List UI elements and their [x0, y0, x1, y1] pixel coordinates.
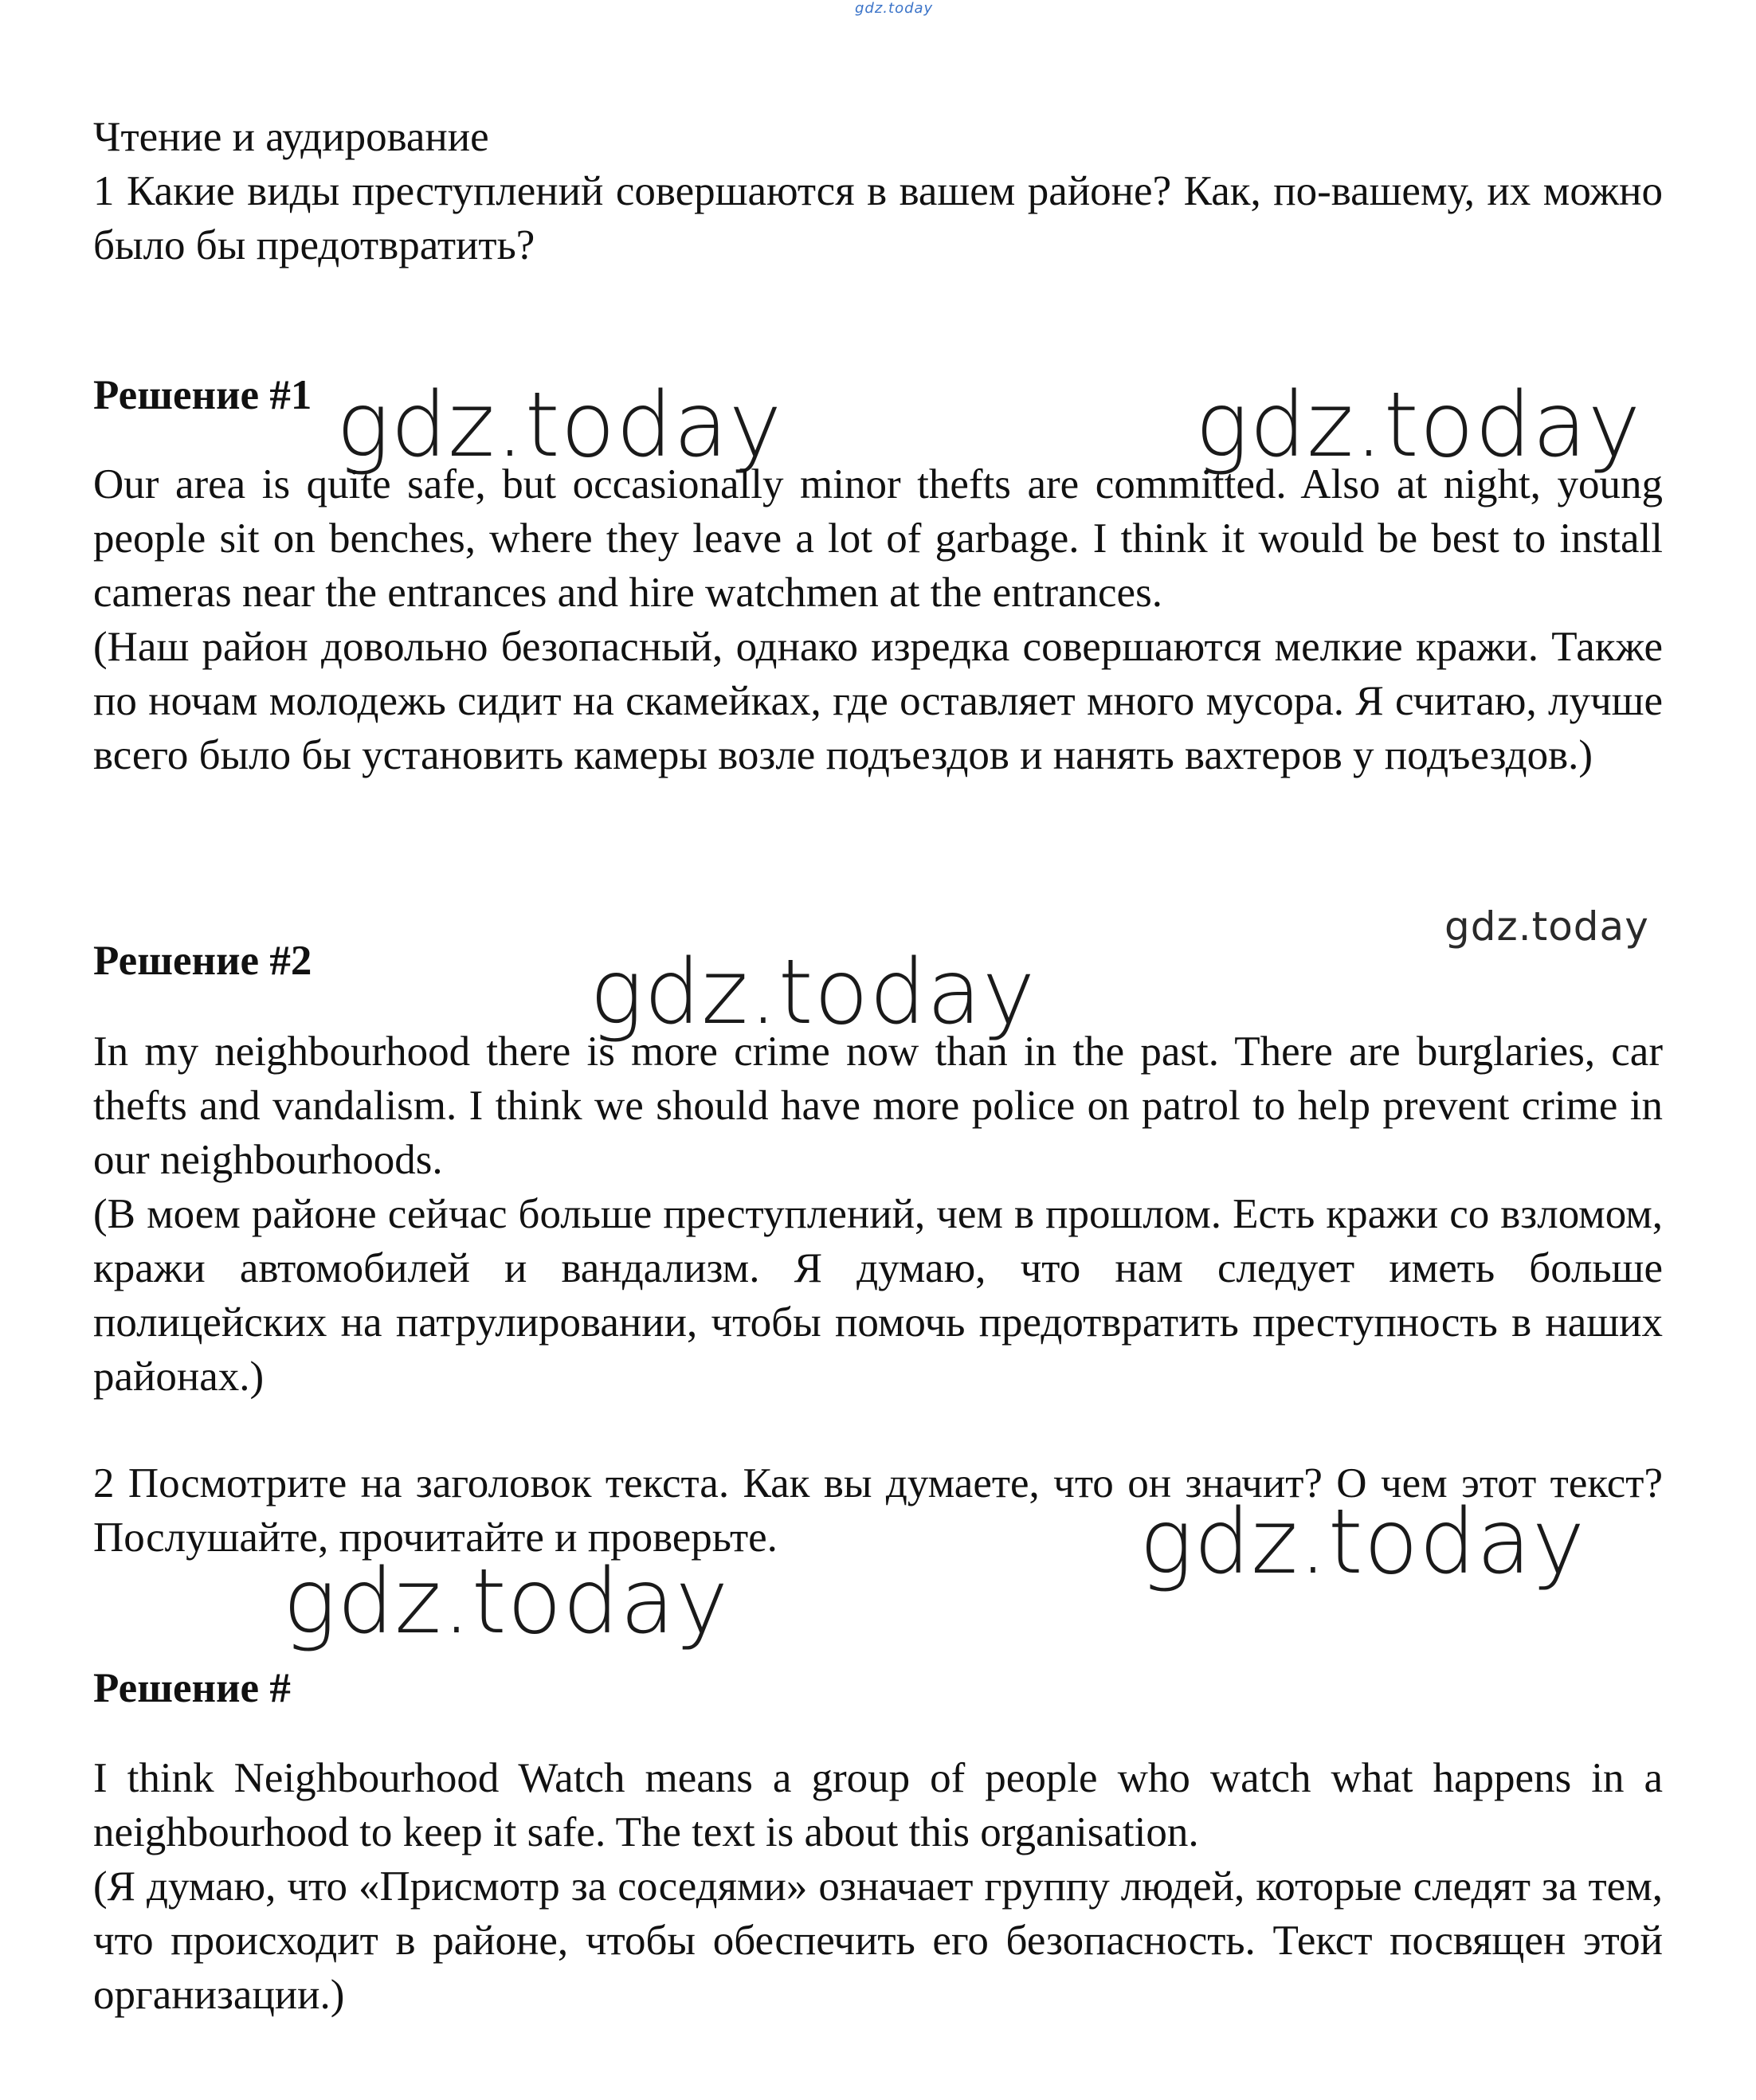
watermark-4: gdz.today [590, 941, 1037, 1044]
watermark-6: gdz.today [283, 1550, 730, 1654]
task1-question [93, 164, 1663, 272]
task2-solution-body [93, 1751, 1663, 2022]
watermark-top: gdz.today [855, 0, 934, 17]
task2-question-text: 2 Посмотрите на заголовок текста. Как вы думаете, что он значит? О чем этот текст? Послушайте, прочитайте и проверьте. [93, 1460, 1663, 1561]
section-title: Чтение и аудирование [93, 114, 489, 160]
watermark-3: gdz.today [1444, 903, 1649, 950]
watermark-5: gdz.today [1139, 1491, 1586, 1594]
solution1-russian: (Наш район довольно безопасный, однако изредка совершаются мелкие кражи. Также по ночам молодежь сидит на скамейках, где оставляет много мусора. Я считаю, лучше всего было бы установить камеры возле подъездов и нанять вахтеров у подъездов.) [93, 624, 1663, 778]
solution2-english: In my neighbourhood there is more crime now than in the past. There are burglaries, car thefts and vandalism. I think we should have more police on patrol to help prevent crime in our neighbourhoods. [93, 1028, 1663, 1183]
watermark-2: gdz.today [1195, 374, 1642, 477]
solution1-heading: Решение #1 [93, 372, 312, 418]
task2-solution-english: I think Neighbourhood Watch means a group of people who watch what happens in a neighbourhood to keep it safe. The text is about this organisation. [93, 1755, 1663, 1855]
solution1-english: Our area is quite safe, but occasionally minor thefts are committed. Also at night, young people sit on benches, where they leave a lot of garbage. I think it would be best to install cameras near the entrances and hire watchmen at the entrances. [93, 461, 1663, 616]
solution2-russian: (В моем районе сейчас больше преступлений, чем в прошлом. Есть кражи со взломом, кражи автомобилей и вандализм. Я думаю, что нам следует иметь больше полицейских на патрулировании, чтобы помочь предотвратить преступность в наших районах.) [93, 1191, 1663, 1400]
watermark-1: gdz.today [336, 374, 783, 477]
task2-solution-russian: (Я думаю, что «Присмотр за соседями» означает группу людей, которые следят за тем, что происходит в районе, чтобы обеспечить его безопасность. Текст посвящен этой организации.) [93, 1863, 1663, 2018]
task1-question-text: 1 Какие виды преступлений совершаются в вашем районе? Как, по-вашему, их можно было бы предотвратить? [93, 168, 1663, 268]
solution2-heading: Решение #2 [93, 938, 312, 984]
solution2-body [93, 1025, 1663, 1404]
solution1-body [93, 457, 1663, 782]
task2-solution-heading: Решение # [93, 1665, 291, 1711]
